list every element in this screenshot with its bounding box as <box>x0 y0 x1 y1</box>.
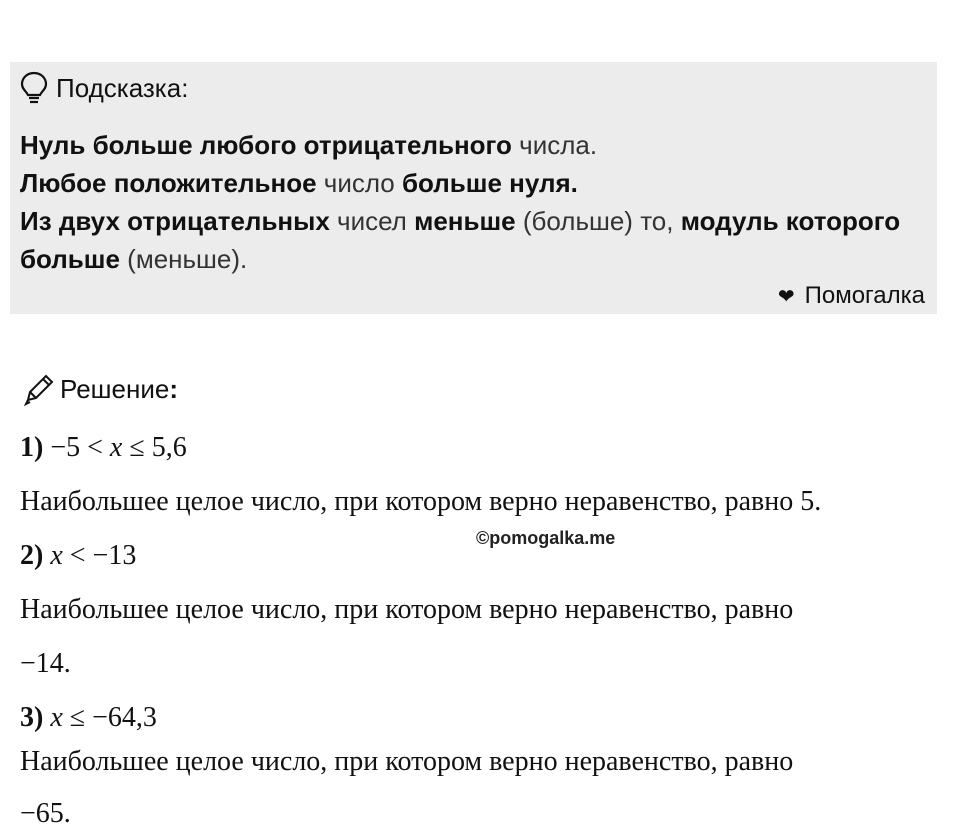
hint-line-1: Нуль больше любого отрицательного числа. <box>20 130 598 160</box>
item-1-answer: Наибольшее целое число, при котором верно неравенство, равно 5. <box>20 486 822 517</box>
item-3-answer: Наибольшее целое число, при котором верно неравенство, равно <box>20 746 794 777</box>
hint-line-3: Из двух отрицательных чисел меньше (больше) то, модуль которого <box>20 206 901 236</box>
item-2-answer: Наибольшее целое число, при котором верно неравенство, равно <box>20 594 794 625</box>
hint-header <box>20 70 188 106</box>
hint-title: Подсказка: <box>56 72 189 103</box>
item-1-expression: 1) −5 < x ≤ 5,6 <box>20 432 187 463</box>
solution-header: Решение : <box>22 372 178 406</box>
solution-title: Решение <box>60 373 170 404</box>
item-2-answer-cont: −14. <box>20 648 71 679</box>
item-2-expression: 2) x < −13 <box>20 540 137 571</box>
heart-icon: ❤ <box>777 285 795 308</box>
pencil-icon <box>22 372 56 406</box>
brand-name: Помогалка <box>804 282 925 309</box>
brand-signature <box>778 282 925 310</box>
watermark: ©pomogalka.me <box>476 528 616 548</box>
item-3-expression: 3) x ≤ −64,3 <box>20 702 157 733</box>
hint-line-4: больше (меньше). <box>20 244 248 274</box>
item-3-answer-cont: −65. <box>20 798 71 829</box>
hint-line-2: Любое положительное число больше нуля. <box>20 168 578 198</box>
lightbulb-icon <box>20 71 48 105</box>
